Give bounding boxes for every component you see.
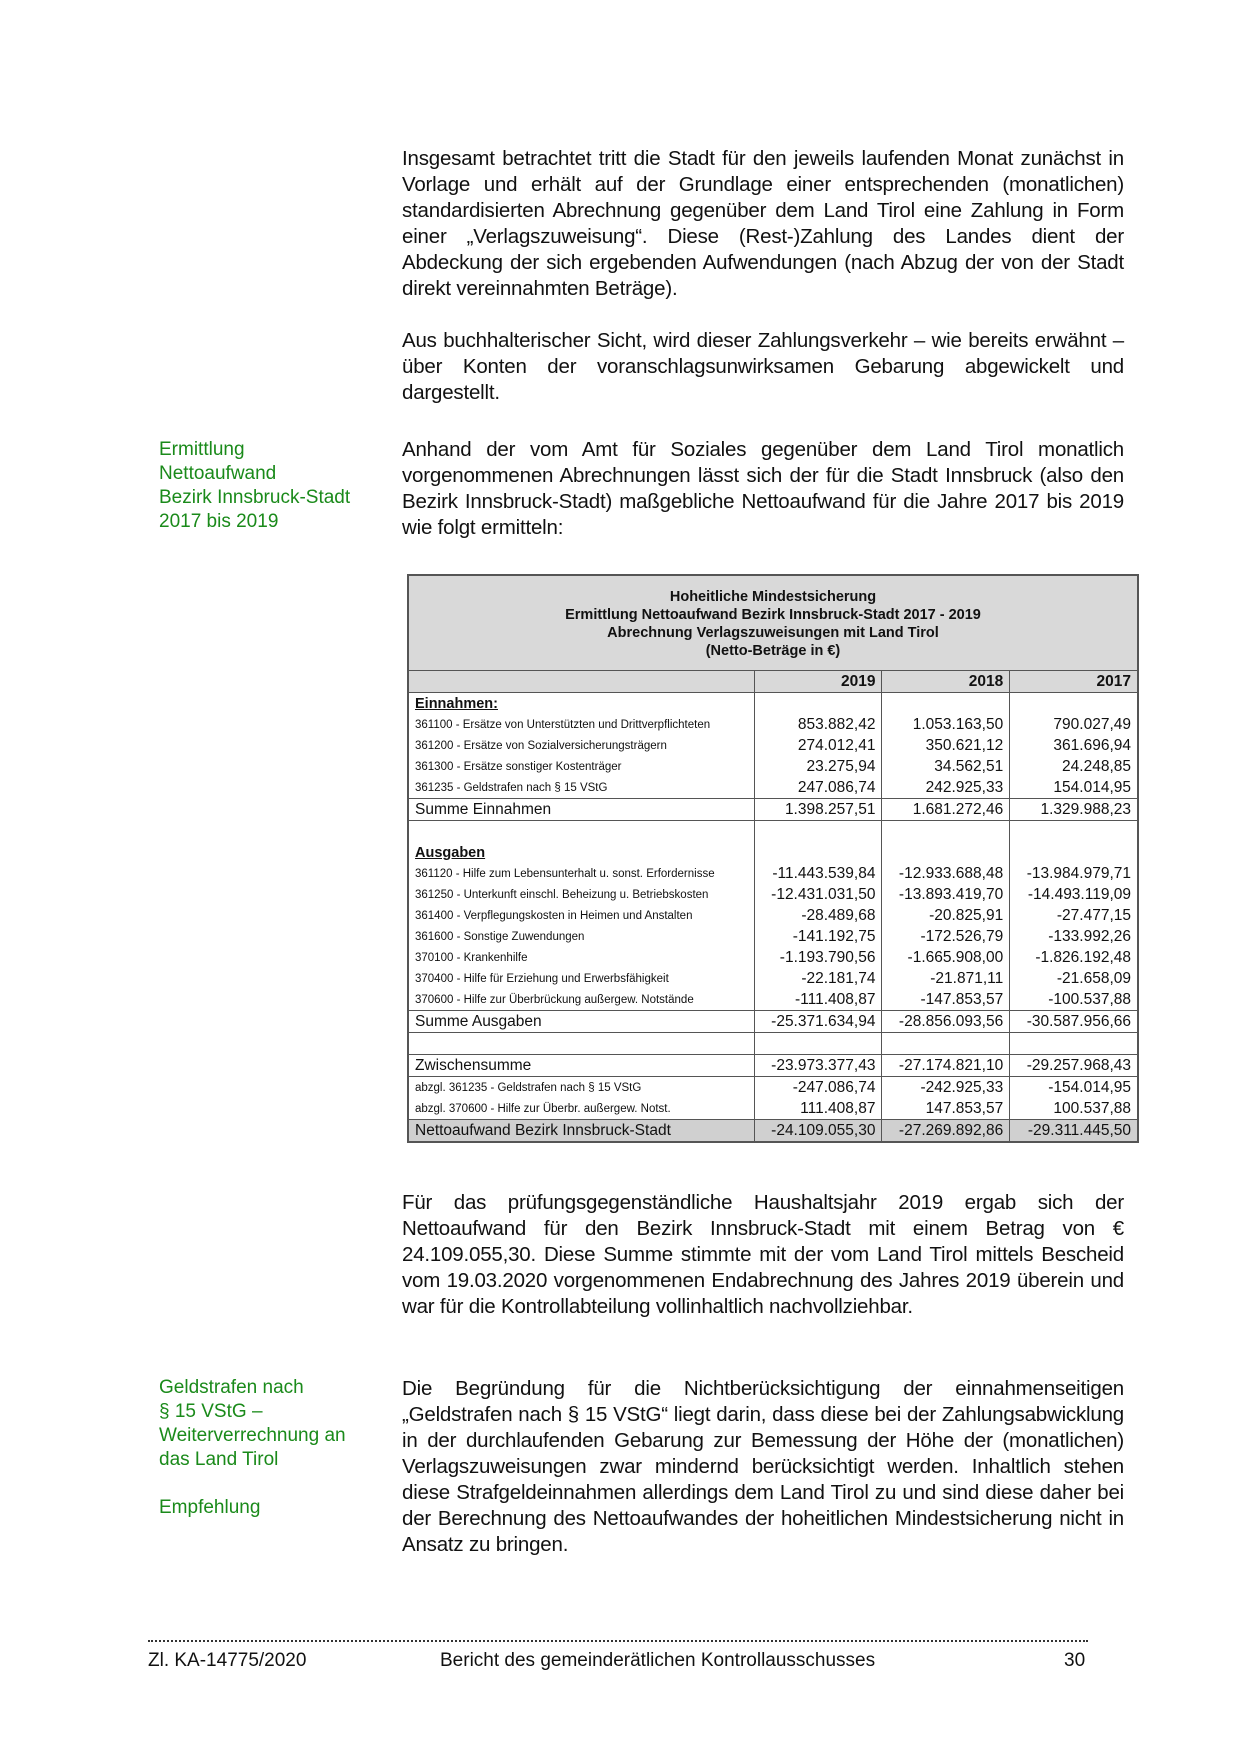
spacer-row <box>409 1033 1137 1055</box>
cell-2018: 1.053.163,50 <box>882 714 1010 735</box>
cell-2017: -29.257.968,43 <box>1010 1055 1137 1077</box>
cell-2017: -154.014,95 <box>1010 1077 1137 1099</box>
cell-2017: 790.027,49 <box>1010 714 1137 735</box>
cell-2017: 24.248,85 <box>1010 756 1137 777</box>
cell-2019: 23.275,94 <box>754 756 882 777</box>
row-label: abzgl. 361235 - Geldstrafen nach § 15 VStG <box>415 1081 642 1094</box>
page-number: 30 <box>1064 1650 1086 1671</box>
cell-2019: -23.973.377,43 <box>754 1055 882 1077</box>
row-label: 361100 - Ersätze von Unterstützten und Drittverpflichteten <box>415 718 711 731</box>
nettoaufwand-table <box>407 574 1139 1143</box>
cell-2018: -242.925,33 <box>882 1077 1010 1099</box>
table-title-line: Abrechnung Verlagszuweisungen mit Land Tirol <box>607 625 939 641</box>
spacer-row <box>409 821 1137 843</box>
cell-2018: -27.174.821,10 <box>882 1055 1010 1077</box>
table-row <box>409 926 1137 947</box>
cell-2019: -25.371.634,94 <box>754 1011 882 1033</box>
table-title <box>409 576 1137 671</box>
row-label: Summe Einnahmen <box>409 799 754 821</box>
row-label: 361400 - Verpflegungskosten in Heimen und Anstalten <box>415 909 693 922</box>
cell-2017: -14.493.119,09 <box>1010 884 1137 905</box>
footer-divider <box>148 1636 1088 1642</box>
cell-2018: 242.925,33 <box>882 777 1010 799</box>
row-label: 361235 - Geldstrafen nach § 15 VStG <box>415 781 608 794</box>
cell-2017: 154.014,95 <box>1010 777 1137 799</box>
section-label: Einnahmen: <box>415 695 498 712</box>
empty-cell <box>754 821 882 843</box>
cell-2019: -22.181,74 <box>754 968 882 989</box>
table-row <box>409 947 1137 968</box>
empty-cell <box>882 693 1010 715</box>
empty-cell <box>882 842 1010 863</box>
cell-2018: 350.621,12 <box>882 735 1010 756</box>
header-year: 2017 <box>1010 671 1137 693</box>
section-header-ausgaben <box>409 842 1137 863</box>
empty-cell <box>1010 693 1137 715</box>
margin-note-empfehlung: Empfehlung <box>159 1497 261 1518</box>
table-title-line: Hoheitliche Mindestsicherung <box>669 589 877 605</box>
cell-2019: -141.192,75 <box>754 926 882 947</box>
paragraph-1: Insgesamt betrachtet tritt die Stadt für den jeweils laufenden Monat zunächst in Vorlage und erhält auf der Grundlage einer entsprechenden (monatlichen) standardisierten Abrechnung gegenüber dem Land Tirol eine Zahlung in Form einer „Verlagszuweisung“. Diese (Rest-)Zahlung des Landes dient der Abdeckung der sich ergebenden Aufwendungen (nach Abzug der von der Stadt direkt vereinnahmten Beträge). <box>402 147 1124 300</box>
margin-note-line: Bezirk Innsbruck-Stadt <box>159 487 351 508</box>
row-label: abzgl. 370600 - Hilfe zur Überbr. außergew. Notst. <box>415 1102 671 1115</box>
cell-2019: -1.193.790,56 <box>754 947 882 968</box>
cell-2018: 34.562,51 <box>882 756 1010 777</box>
paragraph-2: Aus buchhalterischer Sicht, wird dieser Zahlungsverkehr – wie bereits erwähnt – über Konten der voranschlagsunwirksamen Gebarung abgewickelt und dargestellt. <box>402 329 1124 404</box>
row-label: 361200 - Ersätze von Sozialversicherungsträgern <box>415 739 667 752</box>
table-row <box>409 989 1137 1011</box>
margin-note-line: Geldstrafen nach <box>159 1377 304 1398</box>
cell-2018: -13.893.419,70 <box>882 884 1010 905</box>
empty-cell <box>409 1033 754 1055</box>
cell-2019: 247.086,74 <box>754 777 882 799</box>
row-label: 370600 - Hilfe zur Überbrückung außergew. Notstände <box>415 993 694 1006</box>
empty-cell <box>1010 842 1137 863</box>
table-header-row <box>409 671 1137 693</box>
cell-2019: -11.443.539,84 <box>754 863 882 884</box>
row-label: 361120 - Hilfe zum Lebensunterhalt u. sonst. Erfordernisse <box>415 867 715 880</box>
cell-2018: -28.856.093,56 <box>882 1011 1010 1033</box>
cell-2017: -1.826.192,48 <box>1010 947 1137 968</box>
cell-2017: -21.658,09 <box>1010 968 1137 989</box>
row-label: 361250 - Unterkunft einschl. Beheizung u. Betriebskosten <box>415 888 709 901</box>
cell-2018: -1.665.908,00 <box>882 947 1010 968</box>
cell-2017: -100.537,88 <box>1010 989 1137 1011</box>
empty-cell <box>1010 821 1137 843</box>
summe-ausgaben-row <box>409 1011 1137 1033</box>
cell-2017: 361.696,94 <box>1010 735 1137 756</box>
table-row <box>409 735 1137 756</box>
empty-cell <box>409 821 754 843</box>
footer-title: Bericht des gemeinderätlichen Kontrollausschusses <box>440 1650 876 1671</box>
cell-2018: -12.933.688,48 <box>882 863 1010 884</box>
empty-cell <box>1010 1033 1137 1055</box>
margin-note-line: Weiterverrechnung an <box>159 1425 346 1446</box>
table-title-line: (Netto-Beträge in €) <box>705 643 841 659</box>
empty-cell <box>882 821 1010 843</box>
table-row <box>409 777 1137 799</box>
cell-2019: -111.408,87 <box>754 989 882 1011</box>
margin-note-line: 2017 bis 2019 <box>159 511 279 532</box>
table-row <box>409 863 1137 884</box>
row-label: 361600 - Sonstige Zuwendungen <box>415 930 585 943</box>
table-title-line: Ermittlung Nettoaufwand Bezirk Innsbruck-Stadt 2017 - 2019 <box>565 607 981 623</box>
row-label: 370400 - Hilfe für Erziehung und Erwerbsfähigkeit <box>415 972 669 985</box>
margin-note-line: das Land Tirol <box>159 1449 279 1470</box>
row-label: Zwischensumme <box>409 1055 754 1077</box>
table-row <box>409 1077 1137 1099</box>
margin-note-line: Ermittlung <box>159 439 245 460</box>
cell-2019: -12.431.031,50 <box>754 884 882 905</box>
table-row <box>409 884 1137 905</box>
margin-note-line: § 15 VStG – <box>159 1401 263 1422</box>
table-row <box>409 905 1137 926</box>
cell-2017: 1.329.988,23 <box>1010 799 1137 821</box>
empty-cell <box>754 1033 882 1055</box>
cell-2018: 147.853,57 <box>882 1098 1010 1120</box>
paragraph-3: Anhand der vom Amt für Soziales gegenüber dem Land Tirol monatlich vorgenommenen Abrechnungen lässt sich der für die Stadt Innsbruck (also den Bezirk Innsbruck-Stadt) maßgebliche Nettoaufwand für die Jahre 2017 bis 2019 wie folgt ermitteln: <box>402 438 1124 539</box>
section-label: Ausgaben <box>415 844 486 861</box>
row-label: 370100 - Krankenhilfe <box>415 951 528 964</box>
summe-einnahmen-row <box>409 799 1137 821</box>
row-label: 361300 - Ersätze sonstiger Kostenträger <box>415 760 622 773</box>
nettoaufwand-row <box>409 1120 1137 1142</box>
header-year: 2018 <box>882 671 1010 693</box>
cell-2019: -247.086,74 <box>754 1077 882 1099</box>
paragraph-5: Die Begründung für die Nichtberücksichtigung der einnahmenseitigen „Geldstrafen nach § 15 VStG“ liegt darin, dass diese bei der Zahlungsabwicklung in der durchlaufenden Gebarung zur Bemessung der Höhe der (monatlichen) Verlagszuweisungen zwar mindernd berücksichtigt werden. Inhaltlich stehen diese Strafgeldeinnahmen allerdings dem Land Tirol zu und sind diese daher bei der Berechnung des Nettoaufwandes der hoheitlichen Mindestsicherung nicht in Ansatz zu bringen. <box>402 1377 1124 1556</box>
cell-2018: -21.871,11 <box>882 968 1010 989</box>
zwischensumme-row <box>409 1055 1137 1077</box>
table-body <box>409 671 1137 1141</box>
row-label: Nettoaufwand Bezirk Innsbruck-Stadt <box>409 1120 754 1142</box>
table-row <box>409 714 1137 735</box>
cell-2018: 1.681.272,46 <box>882 799 1010 821</box>
cell-2017: -30.587.956,66 <box>1010 1011 1137 1033</box>
table-row <box>409 1098 1137 1120</box>
empty-cell <box>754 693 882 715</box>
cell-2017: -13.984.979,71 <box>1010 863 1137 884</box>
cell-2019: 853.882,42 <box>754 714 882 735</box>
footer-reference: Zl. KA-14775/2020 <box>148 1650 307 1671</box>
cell-2017: -133.992,26 <box>1010 926 1137 947</box>
cell-2018: -20.825,91 <box>882 905 1010 926</box>
margin-note-line: Nettoaufwand <box>159 463 277 484</box>
cell-2017: 100.537,88 <box>1010 1098 1137 1120</box>
cell-2018: -27.269.892,86 <box>882 1120 1010 1142</box>
cell-2018: -172.526,79 <box>882 926 1010 947</box>
cell-2017: -27.477,15 <box>1010 905 1137 926</box>
header-year: 2019 <box>754 671 882 693</box>
margin-note-ermittlung <box>159 438 379 534</box>
cell-2019: -28.489,68 <box>754 905 882 926</box>
cell-2019: -24.109.055,30 <box>754 1120 882 1142</box>
table-row <box>409 968 1137 989</box>
empty-cell <box>882 1033 1010 1055</box>
cell-2019: 1.398.257,51 <box>754 799 882 821</box>
paragraph-4: Für das prüfungsgegenständliche Haushaltsjahr 2019 ergab sich der Nettoaufwand für den Bezirk Innsbruck-Stadt mit einem Betrag von € 24.109.055,30. Diese Summe stimmte mit der vom Land Tirol mittels Bescheid vom 19.03.2020 vorgenommenen Endabrechnung des Jahres 2019 überein und war für die Kontrollabteilung vollinhaltlich nachvollziehbar. <box>402 1191 1124 1318</box>
header-label-cell <box>409 671 754 693</box>
cell-2017: -29.311.445,50 <box>1010 1120 1137 1142</box>
table-row <box>409 756 1137 777</box>
empty-cell <box>754 842 882 863</box>
cell-2019: 274.012,41 <box>754 735 882 756</box>
margin-note-geldstrafen <box>159 1376 379 1520</box>
cell-2018: -147.853,57 <box>882 989 1010 1011</box>
section-header-einnahmen <box>409 693 1137 715</box>
row-label: Summe Ausgaben <box>409 1011 754 1033</box>
cell-2019: 111.408,87 <box>754 1098 882 1120</box>
